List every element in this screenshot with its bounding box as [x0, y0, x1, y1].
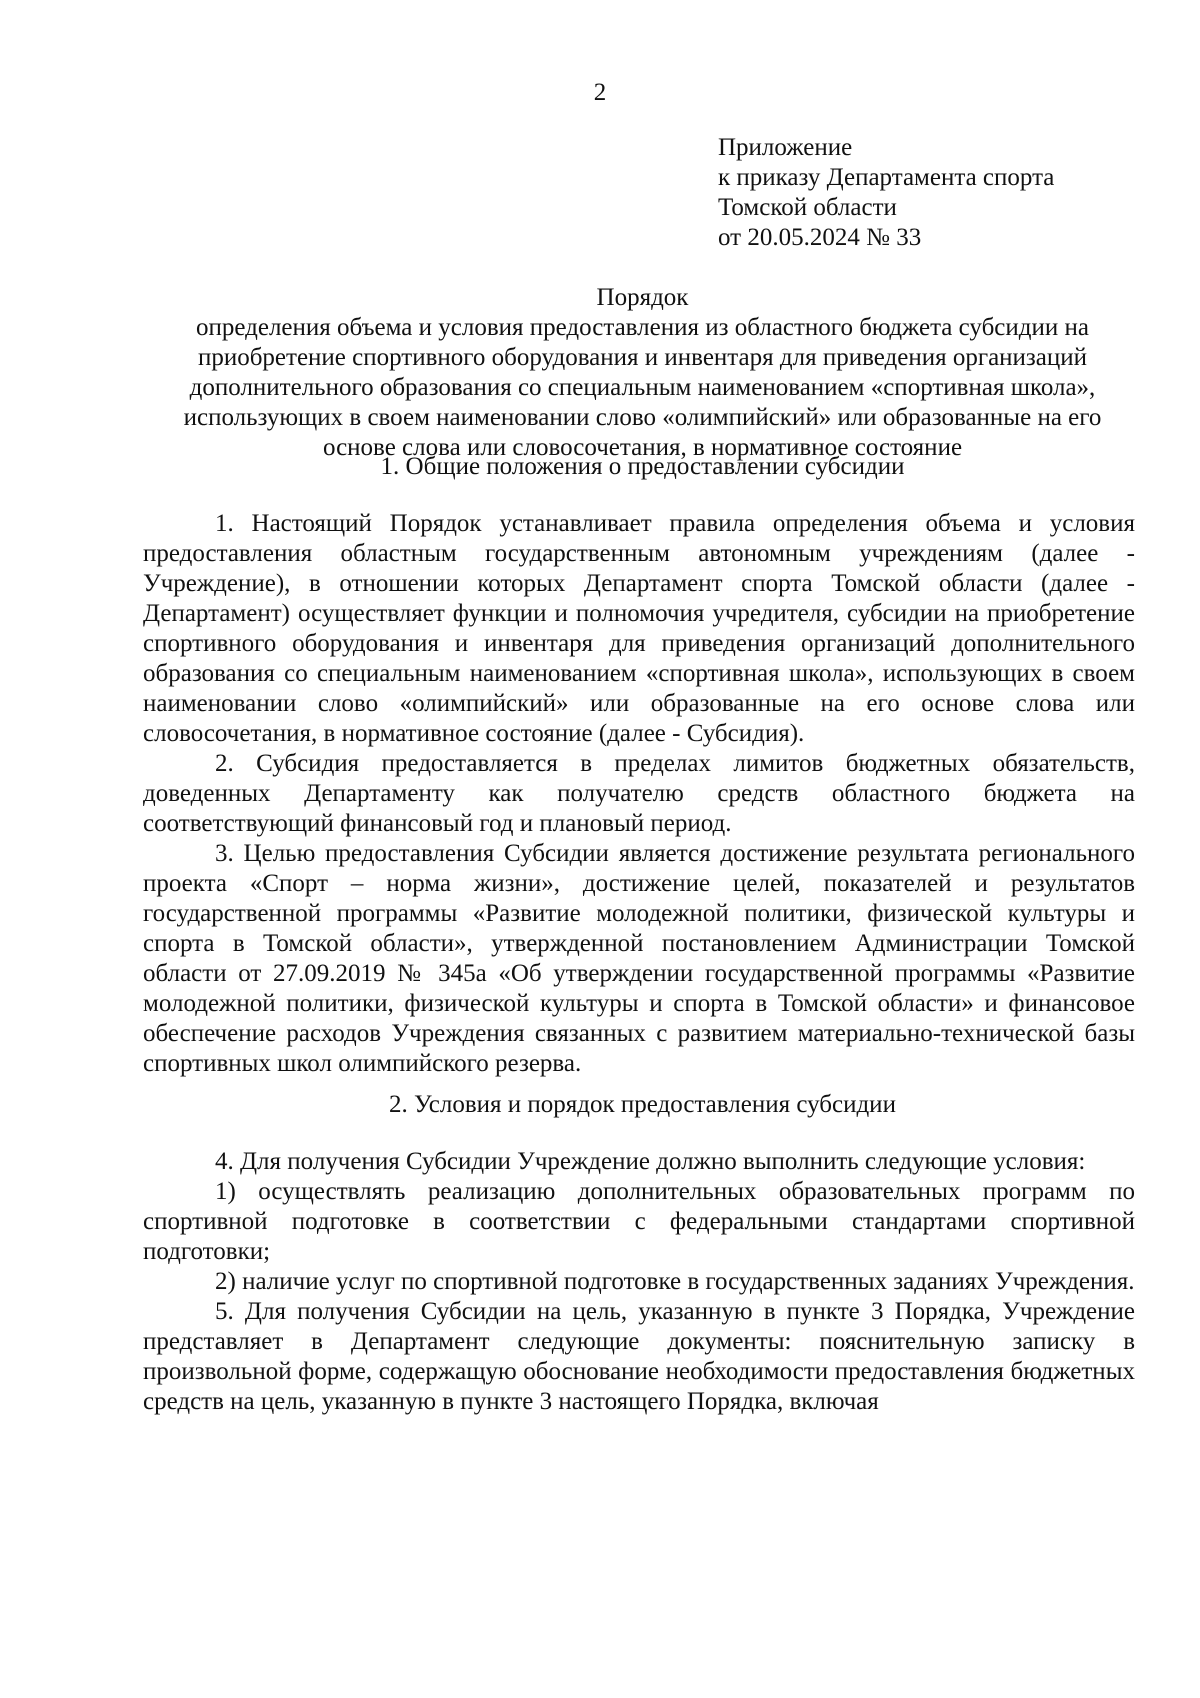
appendix-line: Приложение [718, 134, 853, 161]
paragraph: 5. Для получения Субсидии на цель, указанную в пункте 3 Порядка, Учреждение представляет в Департамент следующие документы: пояснительную записку в произвольной форме, содержащую обоснование необходимости предоставления бюджетных средств на цель, указанную в пункте 3 настоящего Порядка, включая [143, 1298, 1135, 1415]
appendix-line: к приказу Департамента спорта [718, 164, 1055, 191]
section-2-body [143, 1147, 1135, 1417]
paragraph: 4. Для получения Субсидии Учреждение должно выполнить следующие условия: [215, 1148, 1086, 1175]
document-title: Порядок [596, 284, 689, 311]
document-subtitle: определения объема и условия предоставления из областного бюджета субсидии на приобретение спортивного оборудования и инвентаря для приведения организаций дополнительного образования со специальным наименованием «спортивная школа», использующих в своем наименовании слово «олимпийский» или образованные на его основе слова или словосочетания, в нормативное состояние [183, 314, 1102, 461]
paragraph: 1) осуществлять реализацию дополнительных образовательных программ по спортивной подготовке в соответствии с федеральными стандартами спортивной подготовки; [143, 1178, 1135, 1265]
section-2-title: 2. Условия и порядок предоставления субсидии [389, 1091, 896, 1118]
section-1-body [143, 509, 1135, 1079]
paragraph: 2. Субсидия предоставляется в пределах лимитов бюджетных обязательств, доведенных Департаменту как получателю средств областного бюджета на соответствующий финансовый год и плановый период. [143, 750, 1135, 837]
document-heading [150, 283, 1135, 463]
appendix-block [718, 133, 1158, 253]
appendix-line: от 20.05.2024 № 33 [718, 224, 922, 251]
section-1-title: 1. Общие положения о предоставлении субсидии [380, 453, 905, 480]
appendix-line: Томской области [718, 194, 897, 221]
paragraph: 2) наличие услуг по спортивной подготовке в государственных заданиях Учреждения. [215, 1268, 1135, 1295]
paragraph: 1. Настоящий Порядок устанавливает правила определения объема и условия предоставления областным государственным автономным учреждениям (далее - Учреждение), в отношении которых Департамент спорта Томской области (далее - Департамент) осуществляет функции и полномочия учредителя, субсидии на приобретение спортивного оборудования и инвентаря для приведения организаций дополнительного образования со специальным наименованием «спортивная школа», использующих в своем наименовании слово «олимпийский» или образованные на его основе слова или словосочетания, в нормативное состояние (далее - Субсидия). [143, 510, 1135, 747]
page-number: 2 [593, 79, 607, 106]
paragraph: 3. Целью предоставления Субсидии является достижение результата регионального проекта «Спорт – норма жизни», достижение целей, показателей и результатов государственной программы «Развитие молодежной политики, физической культуры и спорта в Томской области», утвержденной постановлением Администрации Томской области от 27.09.2019 № 345а «Об утверждении государственной программы «Развитие молодежной политики, физической культуры и спорта в Томской области» и финансовое обеспечение расходов Учреждения связанных с развитием материально-технической базы спортивных школ олимпийского резерва. [143, 840, 1135, 1077]
